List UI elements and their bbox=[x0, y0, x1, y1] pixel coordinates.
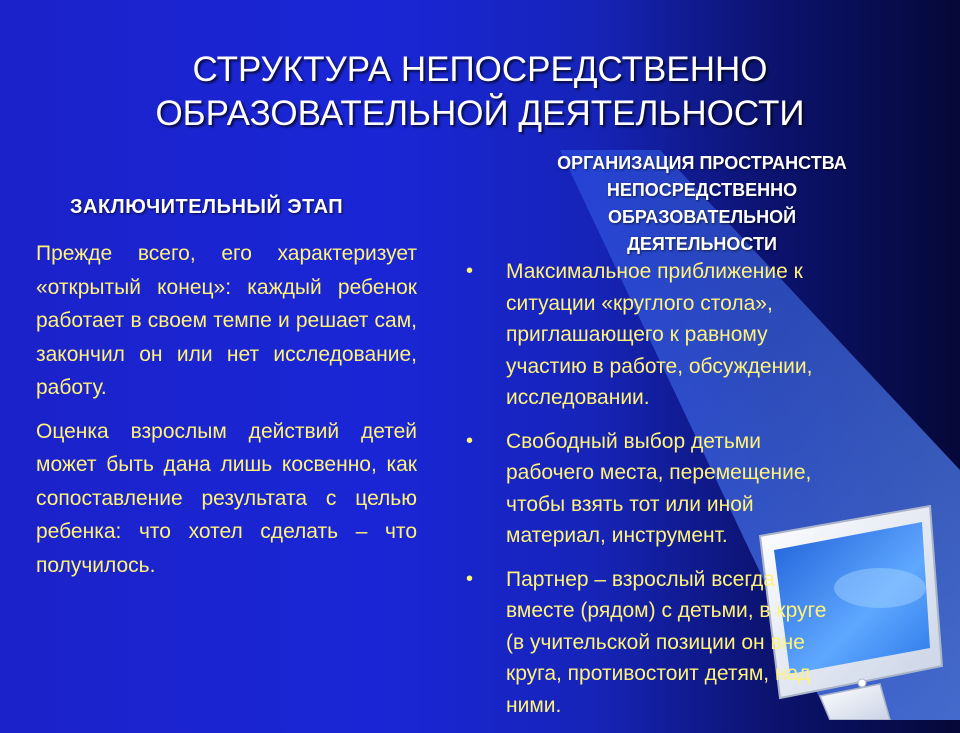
bullet-icon: • bbox=[466, 260, 474, 282]
list-item-line: приглашающего к равному bbox=[506, 323, 768, 346]
list-item bbox=[466, 426, 936, 552]
list-item-line: Свободный выбор детьми bbox=[506, 429, 761, 453]
list-item bbox=[466, 256, 936, 414]
heading-line: НЕПОСРЕДСТВЕННО bbox=[606, 180, 798, 200]
space-organization-heading bbox=[488, 150, 916, 258]
list-item-line: участию в работе, обсуждении, bbox=[506, 354, 813, 378]
list-item-line: исследовании. bbox=[506, 386, 650, 409]
bullet-icon: • bbox=[466, 567, 474, 590]
list-item-line: материал, инструмент. bbox=[506, 524, 728, 547]
list-item-line: чтобы взять тот или иной bbox=[506, 492, 754, 516]
list-item-line: вместе (рядом) с детьми, в круге bbox=[506, 599, 827, 622]
slide-title bbox=[0, 48, 960, 136]
final-stage-text bbox=[36, 237, 417, 592]
bullet-icon: • bbox=[466, 429, 474, 452]
heading-line: ДЕЯТЕЛЬНОСТИ bbox=[627, 234, 777, 254]
slide-title-line: ОБРАЗОВАТЕЛЬНОЙ ДЕЯТЕЛЬНОСТИ bbox=[155, 94, 805, 133]
space-organization-list bbox=[466, 256, 936, 733]
list-item-line: (в учительской позиции он вне bbox=[506, 630, 805, 654]
heading-line: ОБРАЗОВАТЕЛЬНОЙ bbox=[607, 207, 797, 227]
list-item-line: ними. bbox=[506, 693, 562, 717]
slide-title-line: СТРУКТУРА НЕПОСРЕДСТВЕННО bbox=[192, 50, 768, 89]
paragraph: Прежде всего, его характеризует «открытый конец»: каждый ребенок работает в своем темпе и решает сам, закончил он или нет исследование, работу. bbox=[36, 242, 417, 399]
list-item-line: Максимальное приближение к bbox=[506, 260, 803, 283]
paragraph: Оценка взрослым действий детей может быть дана лишь косвенно, как сопоставление результата с целью ребенка: что хотел сделать – что получилось. bbox=[36, 419, 417, 577]
final-stage-heading: ЗАКЛЮЧИТЕЛЬНЫЙ ЭТАП bbox=[70, 196, 344, 218]
list-item-line: Партнер – взрослый всегда bbox=[506, 567, 775, 591]
list-item bbox=[466, 564, 936, 722]
list-item-line: рабочего места, перемещение, bbox=[506, 461, 812, 484]
heading-line: ОРГАНИЗАЦИЯ ПРОСТРАНСТВА bbox=[557, 153, 847, 173]
list-item-line: ситуации «круглого стола», bbox=[506, 291, 773, 315]
list-item-line: круга, противостоит детям, над bbox=[506, 662, 811, 685]
